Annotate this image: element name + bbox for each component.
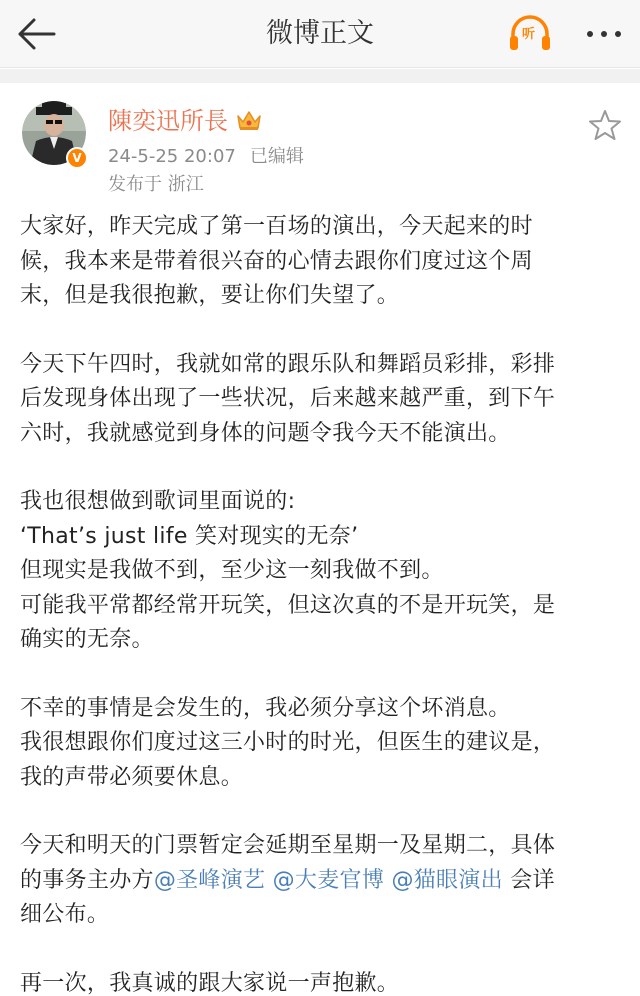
paragraph-6 — [20, 967, 624, 996]
listen-button[interactable] — [507, 14, 553, 54]
text-line: 今天下午四时，我就如常的跟乐队和舞蹈员彩排，彩排 — [20, 351, 556, 377]
text-line: 六时，我就感觉到身体的问题令我今天不能演出。 — [20, 420, 511, 446]
text-line: 后发现身体出现了一些状况，后来越来越严重，到下午 — [20, 386, 556, 411]
favorite-star-icon[interactable] — [588, 108, 622, 142]
section-divider — [0, 69, 640, 83]
listen-label: 听 — [522, 27, 536, 42]
mention-link-maoyan[interactable]: @猫眼演出 — [391, 867, 503, 893]
paragraph-2 — [20, 348, 624, 452]
text-line: 我很想跟你们度过这三小时的时光，但医生的建议是， — [20, 730, 556, 755]
text-line: 再一次，我真诚的跟大家说一声抱歉。 — [20, 970, 400, 996]
text-line: 我的声带必须要休息。 — [20, 764, 244, 790]
more-options-icon[interactable] — [580, 16, 628, 52]
text-fragment: 的事务主办方 — [20, 867, 154, 893]
text-line: 细公布。 — [20, 902, 110, 927]
avatar[interactable] — [22, 101, 86, 165]
paragraph-1 — [20, 210, 624, 314]
text-line: 可能我平常都经常开玩笑，但这次真的不是开玩笑，是 — [20, 592, 556, 618]
post-timestamp: 24-5-25 20:07 — [108, 146, 236, 167]
text-fragment: 会详 — [502, 867, 555, 893]
mention-link-damai[interactable]: @大麦官博 — [272, 867, 385, 893]
top-nav-bar — [0, 0, 640, 68]
paragraph-4 — [20, 692, 624, 796]
text-line: 确实的无奈。 — [20, 627, 154, 652]
text-line: 不幸的事情是会发生的，我必须分享这个坏消息。 — [20, 695, 511, 721]
mention-link-shengfeng[interactable]: @圣峰演艺 — [153, 867, 266, 893]
text-line: 末，但是我很抱歉，要让你们失望了。 — [20, 283, 400, 308]
text-line-with-mentions — [20, 864, 624, 899]
text-line: 但现实是我做不到，至少这一刻我做不到。 — [20, 558, 444, 583]
username[interactable]: 陳奕迅所長 — [108, 107, 228, 135]
text-line: 大家好，昨天完成了第一百场的演出，今天起来的时 — [20, 214, 533, 239]
crown-icon — [236, 108, 262, 132]
page-title: 微博正文 — [266, 18, 374, 49]
post-meta — [108, 144, 304, 170]
back-arrow-icon[interactable] — [14, 14, 58, 54]
edited-label: 已编辑 — [249, 146, 304, 167]
post-body — [20, 210, 624, 996]
text-line: 今天和明天的门票暂定会延期至星期一及星期二，具体 — [20, 833, 556, 858]
paragraph-3 — [20, 485, 624, 658]
post-location: 发布于 浙江 — [108, 174, 204, 195]
text-line: 候，我本来是带着很兴奋的心情去跟你们度过这个周 — [20, 248, 533, 274]
paragraph-5 — [20, 829, 624, 933]
text-line: 我也很想做到歌词里面说的: — [20, 489, 296, 514]
verified-badge-icon: V — [66, 147, 88, 169]
text-line: ‘That’s just life 笑对现实的无奈’ — [20, 523, 359, 549]
